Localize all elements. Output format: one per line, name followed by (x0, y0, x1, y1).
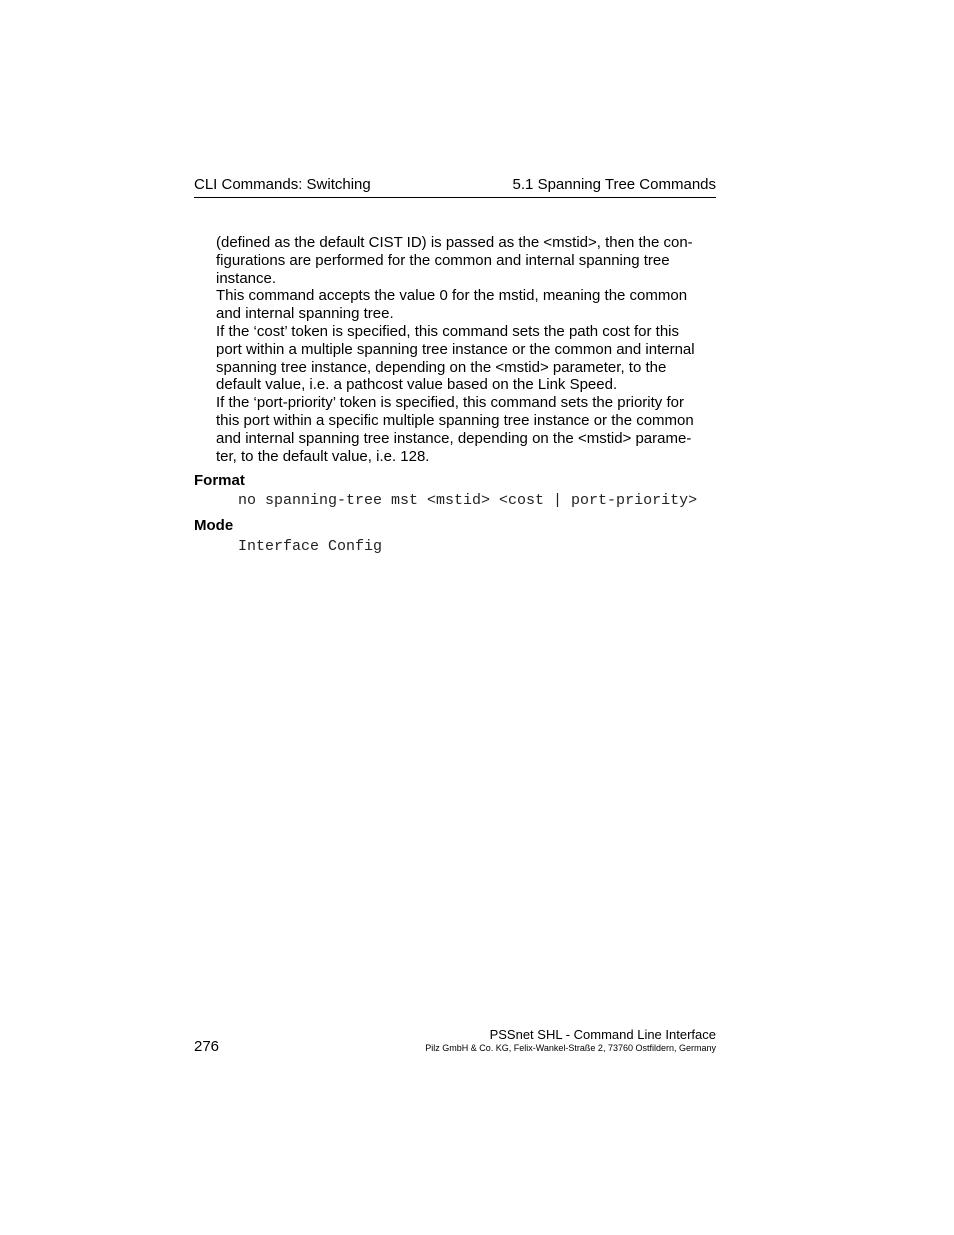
mode-code: Interface Config (238, 538, 383, 555)
body-line: default value, i.e. a pathcost value based on the Link Speed. (216, 376, 618, 394)
footer-document-title: PSSnet SHL - Command Line Interface (489, 1027, 716, 1042)
body-line: spanning tree instance, depending on the <mstid> parameter, to the (216, 358, 667, 376)
body-line: this port within a specific multiple spanning tree instance or the common (216, 411, 694, 429)
page-number: 276 (194, 1038, 220, 1055)
header-section-title: 5.1 Spanning Tree Commands (512, 176, 716, 193)
footer-publisher-address: Pilz GmbH & Co. KG, Felix-Wankel-Straße 2, 73760 Ostfildern, Germany (425, 1043, 716, 1053)
body-line: This command accepts the value 0 for the mstid, meaning the common (216, 287, 688, 305)
header-chapter-title: CLI Commands: Switching (194, 176, 371, 193)
body-line: ter, to the default value, i.e. 128. (216, 447, 430, 465)
format-heading: Format (194, 472, 245, 489)
body-paragraph (216, 234, 716, 465)
body-line: port within a multiple spanning tree instance or the common and internal (216, 340, 695, 358)
body-line: and internal spanning tree instance, depending on the <mstid> parame- (216, 429, 692, 447)
body-line: instance. (216, 269, 277, 287)
body-line: (defined as the default CIST ID) is passed as the <mstid>, then the con- (216, 234, 693, 251)
running-header (194, 174, 716, 198)
body-line: If the ‘port-priority’ token is specified, this command sets the priority for (216, 394, 684, 412)
mode-heading: Mode (194, 517, 234, 534)
body-line: figurations are performed for the common and internal spanning tree (216, 251, 670, 269)
body-line: If the ‘cost’ token is specified, this command sets the path cost for this (216, 322, 679, 340)
body-line: and internal spanning tree. (216, 305, 394, 323)
format-code: no spanning-tree mst <mstid> <cost | port-priority> (238, 492, 698, 509)
